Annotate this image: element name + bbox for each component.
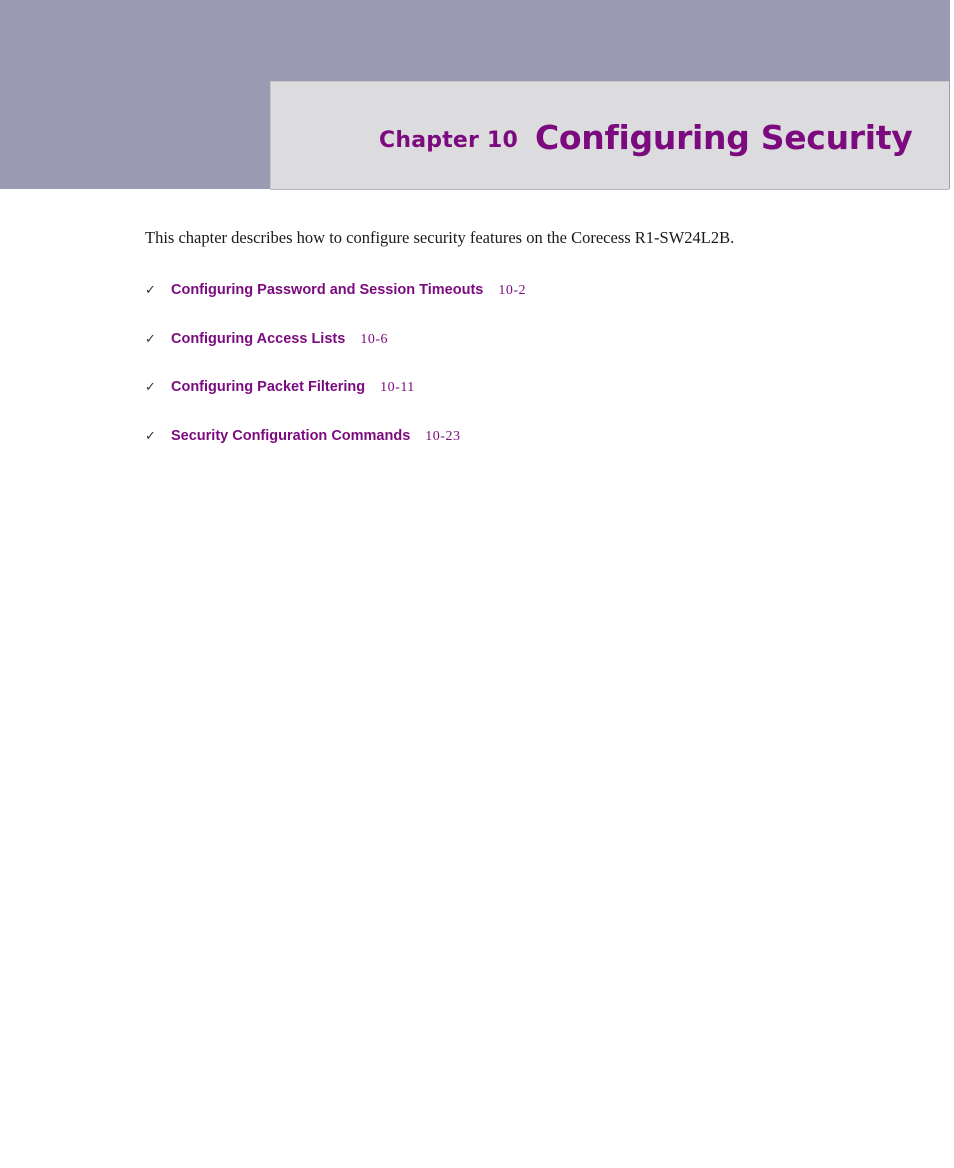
toc-link-packet-filtering[interactable]: Configuring Packet Filtering	[171, 379, 366, 395]
table-of-contents	[145, 282, 526, 476]
toc-link-password-timeouts[interactable]: Configuring Password and Session Timeouts	[171, 282, 484, 298]
toc-item-access-lists	[145, 331, 526, 380]
toc-link-access-lists[interactable]: Configuring Access Lists	[171, 330, 346, 347]
toc-page-number: 10-23	[425, 428, 461, 444]
toc-page-number: 10-2	[498, 283, 527, 298]
toc-link-security-commands[interactable]: Security Configuration Commands	[171, 427, 411, 444]
toc-item-password-timeouts	[145, 282, 526, 331]
checkmark-icon: ✓	[145, 428, 156, 444]
checkmark-icon: ✓	[145, 283, 156, 298]
checkmark-icon: ✓	[145, 331, 156, 347]
chapter-label: Chapter 10	[379, 128, 518, 153]
toc-item-security-commands	[145, 428, 526, 477]
intro-paragraph: This chapter describes how to configure security features on the Corecess R1-SW24L2B.	[145, 228, 735, 247]
toc-page-number: 10-6	[360, 331, 388, 347]
checkmark-icon: ✓	[145, 380, 156, 395]
toc-item-packet-filtering	[145, 379, 526, 428]
chapter-title: Configuring Security	[535, 118, 913, 157]
toc-page-number: 10-11	[380, 380, 415, 395]
